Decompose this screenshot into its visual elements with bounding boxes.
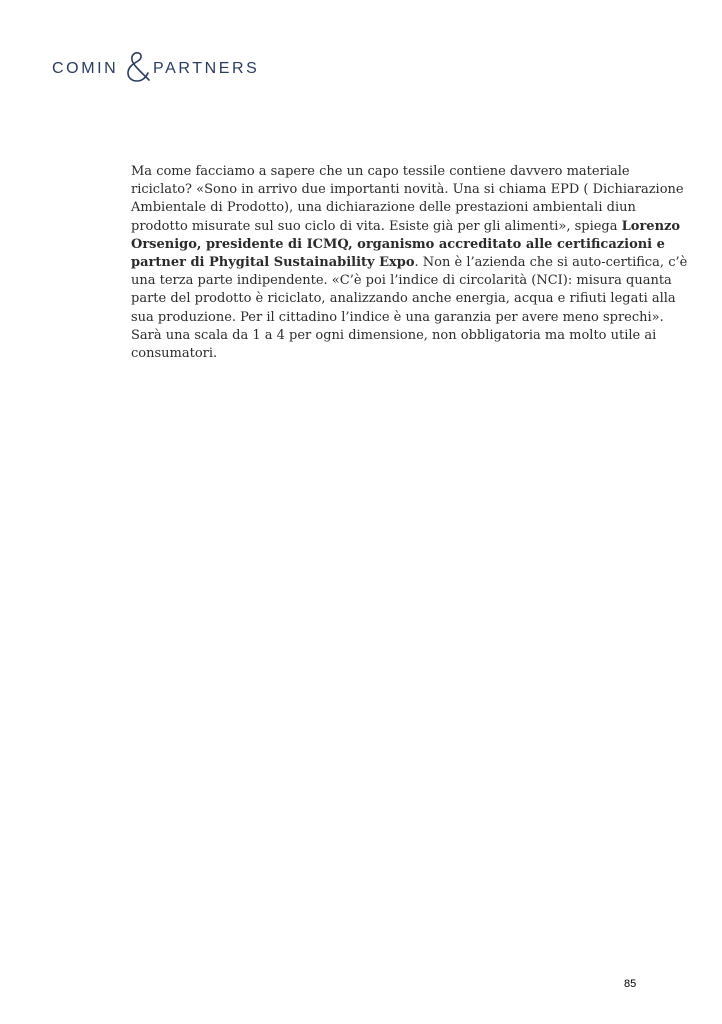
paragraph-line (131, 199, 636, 217)
paragraph-line (131, 327, 657, 345)
text-segment: prodotto misurate sul suo ciclo di vita. Esiste già per gli alimenti», spiega (131, 218, 622, 234)
bold-speaker-title: Orsenigo, presidente di ICMQ, organismo accreditato alle certificazioni e (131, 236, 665, 252)
paragraph-line (131, 236, 665, 254)
page-number: 85 (624, 978, 637, 990)
logo-text-comin: COMIN (52, 60, 119, 77)
paragraph-line (131, 290, 676, 308)
text-segment: . Non è l’azienda che si auto-certifica, c’è (414, 255, 688, 271)
bold-speaker-affiliation: partner di Phygital Sustainability Expo (131, 255, 415, 271)
ampersand-icon (122, 50, 156, 84)
bold-speaker-name: Lorenzo (621, 218, 681, 234)
article-paragraph (131, 163, 688, 363)
paragraph-line (131, 218, 681, 236)
text-segment: una terza parte indipendente. «C’è poi l’indice di circolarità (NCI): misura quanta (131, 273, 672, 289)
text-segment: parte del prodotto è riciclato, analizzando anche energia, acqua e rifiuti legati alla (131, 291, 676, 307)
paragraph-line (131, 163, 631, 181)
text-segment: sua produzione. Per il cittadino l’indice è una garanzia per avere meno sprechi». (131, 309, 664, 325)
paragraph-line (131, 309, 664, 327)
logo-text-partners: PARTNERS (153, 60, 260, 77)
comin-partners-logo (52, 54, 260, 90)
paragraph-line (131, 345, 631, 363)
text-segment: Sarà una scala da 1 a 4 per ogni dimensione, non obbligatoria ma molto utile ai (131, 327, 657, 343)
text-segment: Ambientale di Prodotto), una dichiarazione delle prestazioni ambientali diun (131, 200, 636, 216)
text-segment: consumatori. (131, 346, 218, 362)
text-segment: riciclato? «Sono in arrivo due importanti novità. Una si chiama EPD ( Dichiarazione (131, 182, 684, 198)
paragraph-line (131, 272, 672, 290)
paragraph-line (131, 181, 684, 199)
text-segment: Ma come facciamo a sapere che un capo tessile contiene davvero materiale (131, 164, 630, 179)
paragraph-line (131, 254, 688, 272)
